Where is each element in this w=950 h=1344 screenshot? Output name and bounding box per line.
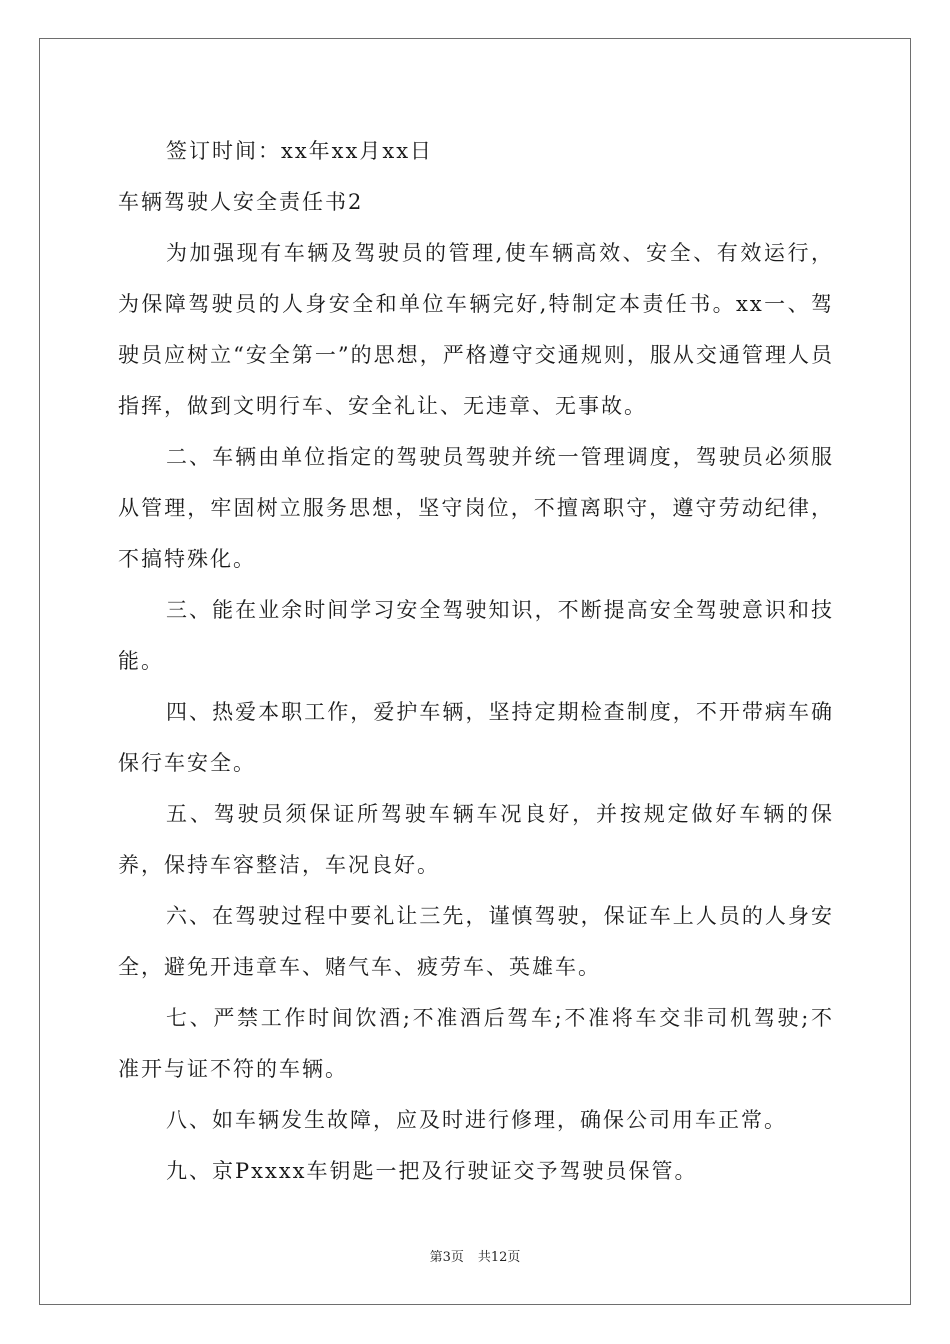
page-total: 共12页	[477, 1250, 521, 1265]
paragraph-8: 八、如车辆发生故障，应及时进行修理，确保公司用车正常。	[166, 1108, 787, 1132]
paragraph-intro: 为加强现有车辆及驾驶员的管理,使车辆高效、安全、有效运行，为保障驾驶员的人身安全和单位车辆完好,特制定本责任书。xx一、驾驶员应树立“安全第一”的思想，严格遵守交通规则，服从交通管理人员指挥，做到文明行车、安全礼让、无违章、无事故。	[118, 241, 834, 418]
paragraph-3: 三、能在业余时间学习安全驾驶知识，不断提高安全驾驶意识和技能。	[118, 598, 834, 673]
paragraph-7: 七、严禁工作时间饮酒;不准酒后驾车;不准将车交非司机驾驶;不准开与证不符的车辆。	[118, 1006, 834, 1081]
paragraph-6: 六、在驾驶过程中要礼让三先，谨慎驾驶，保证车上人员的人身安全，避免开违章车、赌气车、疲劳车、英雄车。	[118, 904, 834, 979]
paragraph-2: 二、车辆由单位指定的驾驶员驾驶并统一管理调度，驾驶员必须服从管理，牢固树立服务思想，坚守岗位，不擅离职守，遵守劳动纪律，不搞特殊化。	[118, 445, 834, 571]
paragraph-4: 四、热爱本职工作，爱护车辆，坚持定期检查制度，不开带病车确保行车安全。	[118, 700, 834, 775]
paragraph-9: 九、京Pxxxx车钥匙一把及行驶证交予驾驶员保管。	[166, 1159, 698, 1183]
signing-date: 签订时间：xx年xx月xx日	[166, 139, 434, 163]
paragraph-5: 五、驾驶员须保证所驾驶车辆车况良好，并按规定做好车辆的保养，保持车容整洁，车况良好。	[118, 802, 834, 877]
page-footer	[0, 1246, 950, 1265]
page-number: 第3页	[429, 1250, 464, 1265]
document-heading: 车辆驾驶人安全责任书2	[118, 190, 364, 214]
document-body	[118, 126, 834, 1197]
